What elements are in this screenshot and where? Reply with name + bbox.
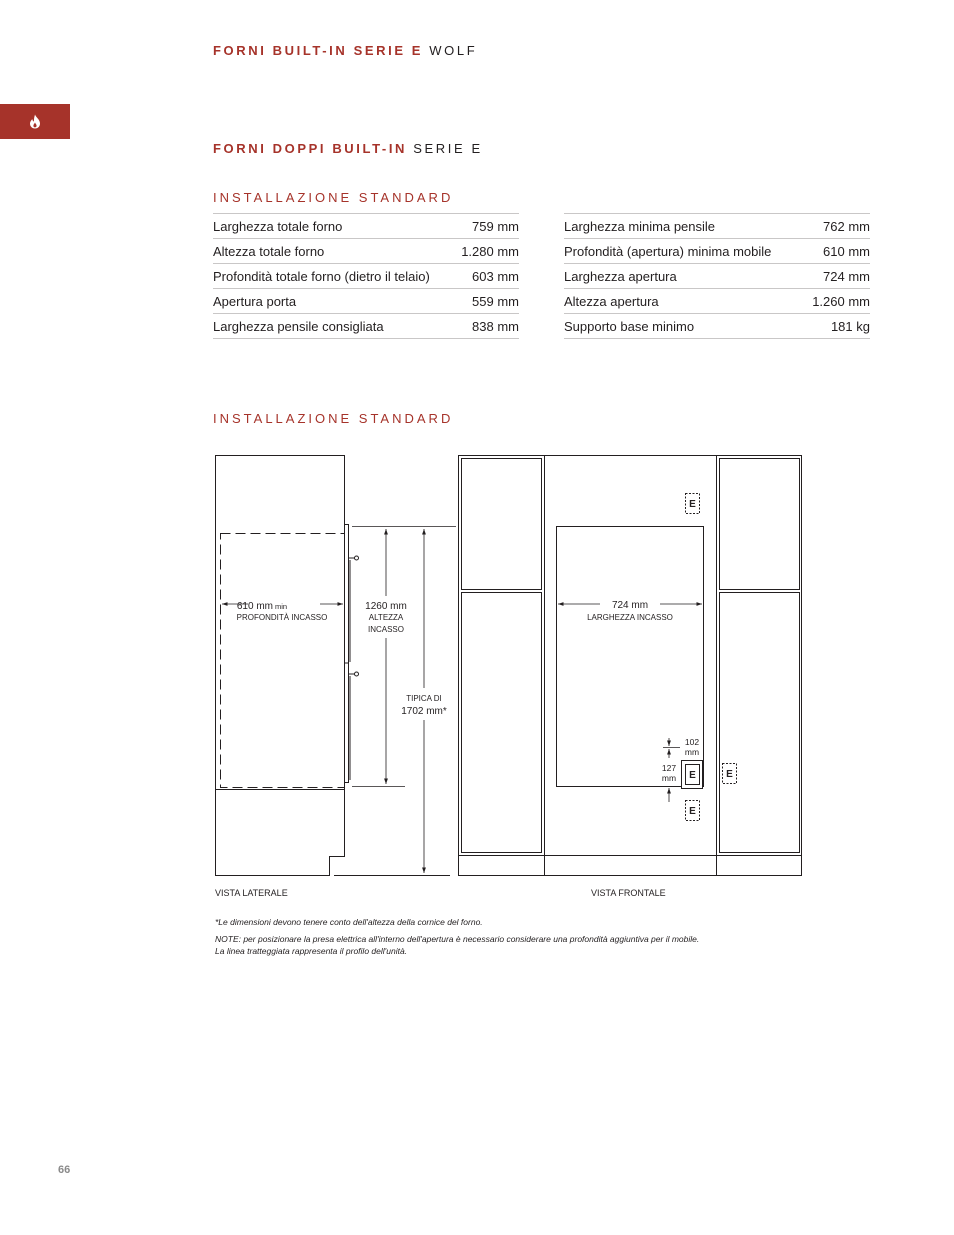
spec-value: 1.260 mm — [803, 289, 870, 314]
spec-label: Larghezza apertura — [564, 264, 803, 289]
spec-label: Larghezza minima pensile — [564, 214, 803, 239]
side-view-caption: VISTA LATERALE — [215, 888, 288, 898]
spec-label: Profondità (apertura) minima mobile — [564, 239, 803, 264]
front-outline — [459, 456, 802, 876]
front-view — [459, 456, 802, 876]
header-brand: WOLF — [429, 43, 478, 58]
depth-label: PROFONDITÀ INCASSO — [236, 613, 328, 622]
oven-door-frame — [345, 525, 349, 783]
side-view — [216, 456, 457, 876]
side-base-cabinet — [216, 790, 345, 876]
oven-handle-upper — [349, 556, 359, 662]
front-view-caption: VISTA FRONTALE — [591, 888, 666, 898]
subtitle-title: FORNI DOPPI BUILT-IN — [213, 141, 408, 156]
height-label-2: INCASSO — [367, 625, 405, 634]
spec-value: 762 mm — [803, 214, 870, 239]
offset-127-value: 127 — [661, 763, 677, 773]
side-oven-profile — [221, 534, 345, 788]
spec-value: 838 mm — [455, 314, 519, 339]
depth-min: min — [275, 602, 288, 611]
outlet-top — [686, 494, 700, 514]
side-upper-cabinet — [216, 456, 345, 790]
spec-value: 610 mm — [803, 239, 870, 264]
spec-label: Supporto base minimo — [564, 314, 803, 339]
left-upper-door — [462, 459, 542, 590]
spec-value: 603 mm — [455, 264, 519, 289]
section-heading-specs: INSTALLAZIONE STANDARD — [213, 190, 454, 205]
spec-value: 181 kg — [803, 314, 870, 339]
right-lower-door — [720, 593, 800, 853]
oven-handle-lower — [349, 672, 359, 780]
left-lower-door — [462, 593, 542, 853]
spec-value: 759 mm — [455, 214, 519, 239]
spec-label: Altezza totale forno — [213, 239, 455, 264]
outlet-letter: E — [726, 769, 733, 780]
spec-value: 724 mm — [803, 264, 870, 289]
spec-label: Larghezza pensile consigliata — [213, 314, 455, 339]
height-label-1: ALTEZZA — [368, 613, 404, 622]
right-upper-door — [720, 459, 800, 590]
width-label: LARGHEZZA INCASSO — [587, 613, 673, 622]
typical-value: 1702 mm* — [401, 706, 447, 717]
offset-102-unit: mm — [684, 747, 700, 757]
offset-127-unit: mm — [661, 773, 677, 783]
depth-value: 610 mm — [236, 601, 273, 612]
header-title: FORNI BUILT-IN SERIE E — [213, 43, 424, 58]
height-value: 1260 mm — [365, 601, 407, 612]
typical-label: TIPICA DI — [406, 694, 442, 703]
outlet-inside — [682, 761, 703, 789]
spec-label: Altezza apertura — [564, 289, 803, 314]
spec-label: Profondità totale forno (dietro il telaio) — [213, 264, 455, 289]
spec-label: Larghezza totale forno — [213, 214, 455, 239]
spec-label: Apertura porta — [213, 289, 455, 314]
outlet-side — [723, 764, 737, 784]
outlet-letter: E — [689, 806, 696, 817]
page-number: 66 — [58, 1164, 71, 1176]
outlet-letter: E — [689, 499, 696, 510]
outlet-bottom — [686, 801, 700, 821]
spec-value: 1.280 mm — [455, 239, 519, 264]
note-line-2: La linea tratteggiata rappresenta il profilo dell'unità. — [215, 946, 408, 956]
outlet-letter: E — [689, 770, 696, 781]
spec-value: 559 mm — [455, 289, 519, 314]
note-line-1: NOTE: per posizionare la presa elettrica all'interno dell'apertura è necessario considerare una profondità aggiuntiva per il mobile. — [215, 934, 700, 944]
section-heading-diagram: INSTALLAZIONE STANDARD — [213, 411, 454, 426]
offset-102-value: 102 — [684, 737, 700, 747]
footnote: *Le dimensioni devono tenere conto dell'altezza della cornice del forno. — [215, 917, 483, 927]
subtitle-series: SERIE E — [413, 141, 483, 156]
oven-cutout — [557, 527, 704, 787]
width-value: 724 mm — [611, 600, 649, 611]
